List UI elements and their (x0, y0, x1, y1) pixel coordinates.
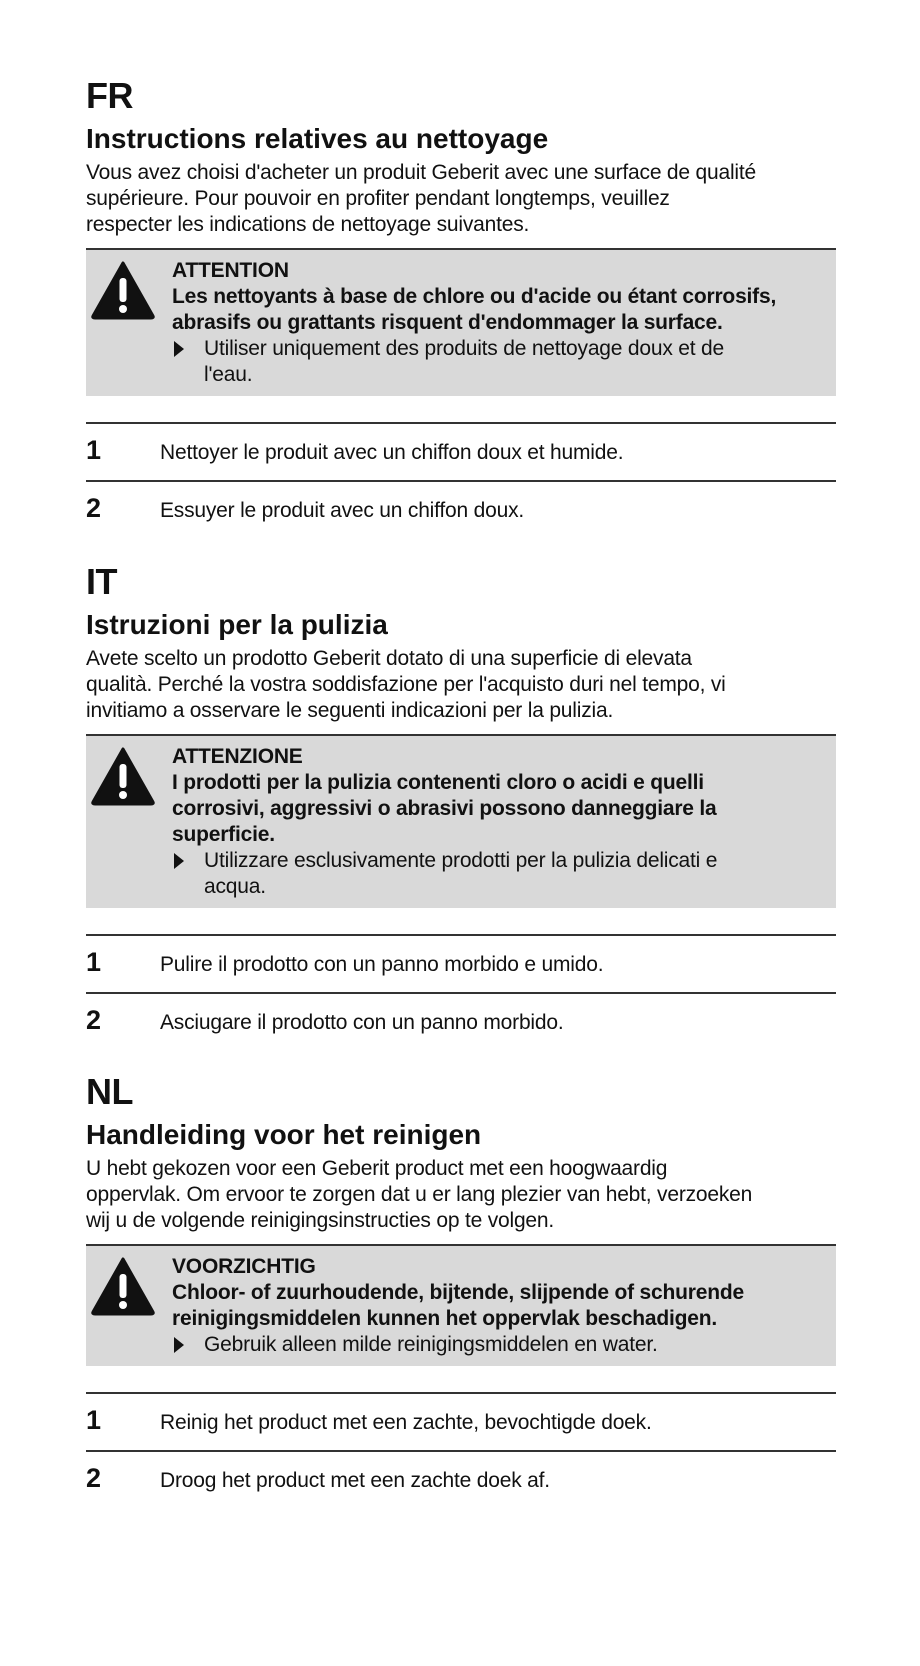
step-text: Asciugare il prodotto con un panno morbido. (160, 1011, 564, 1034)
warning-action-line: Utiliser uniquement des produits de nettoyage doux et de (204, 337, 724, 360)
step-number: 2 (86, 493, 101, 523)
warning-body (172, 284, 830, 336)
warning-triangle-icon (90, 746, 156, 806)
arrow-right-icon (174, 853, 184, 869)
warning-triangle-icon (90, 260, 156, 320)
section-it (86, 562, 836, 1050)
section-heading: Handleiding voor het reinigen (86, 1119, 482, 1150)
warning-body-line: Chloor- of zuurhoudende, bijtende, slijpende of schurende (172, 1281, 744, 1304)
intro-line: U hebt gekozen voor een Geberit product met een hoogwaardig (86, 1157, 668, 1180)
intro-line: Vous avez choisi d'acheter un produit Geberit avec une surface de qualité (86, 161, 757, 184)
warning-action-line: acqua. (204, 875, 266, 898)
warning-body-line: reinigingsmiddelen kunnen het oppervlak beschadigen. (172, 1307, 718, 1330)
warning-title: ATTENZIONE (172, 745, 303, 768)
warning-triangle-icon (90, 1256, 156, 1316)
section-heading: Instructions relatives au nettoyage (86, 123, 549, 154)
intro-line: invitiamo a osservare le seguenti indicazioni per la pulizia. (86, 699, 614, 722)
step-number: 1 (86, 1405, 101, 1435)
arrow-right-icon (174, 341, 184, 357)
arrow-right-icon (174, 1337, 184, 1353)
step-number: 2 (86, 1005, 101, 1035)
intro-line: respecter les indications de nettoyage suivantes. (86, 213, 530, 236)
step-item (86, 480, 836, 538)
intro-line: qualità. Perché la vostra soddisfazione per l'acquisto duri nel tempo, vi (86, 673, 726, 696)
warning-body-line: Les nettoyants à base de chlore ou d'acide ou étant corrosifs, (172, 285, 777, 308)
section-nl (86, 1072, 836, 1508)
step-number: 2 (86, 1463, 101, 1493)
intro-paragraph (86, 160, 836, 238)
step-item (86, 992, 836, 1050)
step-item (86, 934, 836, 992)
step-item (86, 422, 836, 480)
warning-body (172, 1280, 830, 1332)
intro-line: oppervlak. Om ervoor te zorgen dat u er lang plezier van hebt, verzoeken (86, 1183, 753, 1206)
step-text: Essuyer le produit avec un chiffon doux. (160, 499, 525, 522)
warning-body-line: I prodotti per la pulizia contenenti cloro o acidi e quelli (172, 771, 704, 794)
language-code: IT (86, 561, 117, 602)
intro-paragraph (86, 646, 836, 724)
warning-action-line: Gebruik alleen milde reinigingsmiddelen en water. (204, 1333, 658, 1356)
warning-action-line: l'eau. (204, 363, 253, 386)
language-code: NL (86, 1071, 133, 1112)
step-number: 1 (86, 947, 101, 977)
warning-box (86, 734, 836, 908)
step-text: Droog het product met een zachte doek af. (160, 1469, 550, 1492)
step-text: Pulire il prodotto con un panno morbido e umido. (160, 953, 604, 976)
step-text: Nettoyer le produit avec un chiffon doux et humide. (160, 441, 624, 464)
warning-body-line: corrosivi, aggressivi o abrasivi possono danneggiare la (172, 797, 717, 820)
warning-title: VOORZICHTIG (172, 1255, 316, 1278)
intro-line: Avete scelto un prodotto Geberit dotato di una superficie di elevata (86, 647, 692, 670)
step-list (86, 422, 836, 538)
section-heading: Istruzioni per la pulizia (86, 609, 388, 640)
step-number: 1 (86, 435, 101, 465)
intro-line: supérieure. Pour pouvoir en profiter pendant longtemps, veuillez (86, 187, 670, 210)
intro-line: wij u de volgende reinigingsinstructies op te volgen. (86, 1209, 555, 1232)
warning-action (172, 848, 830, 900)
intro-paragraph (86, 1156, 836, 1234)
step-list (86, 1392, 836, 1508)
step-text: Reinig het product met een zachte, bevochtigde doek. (160, 1411, 652, 1434)
step-item (86, 1450, 836, 1508)
warning-title: ATTENTION (172, 259, 289, 282)
step-list (86, 934, 836, 1050)
warning-body-line: superficie. (172, 823, 275, 846)
language-code: FR (86, 75, 133, 116)
section-fr (86, 76, 836, 538)
warning-action (172, 1332, 830, 1358)
warning-box (86, 248, 836, 396)
warning-action (172, 336, 830, 388)
warning-body-line: abrasifs ou grattants risquent d'endommager la surface. (172, 311, 723, 334)
step-item (86, 1392, 836, 1450)
warning-body (172, 770, 830, 848)
warning-action-line: Utilizzare esclusivamente prodotti per la pulizia delicati e (204, 849, 718, 872)
warning-box (86, 1244, 836, 1366)
